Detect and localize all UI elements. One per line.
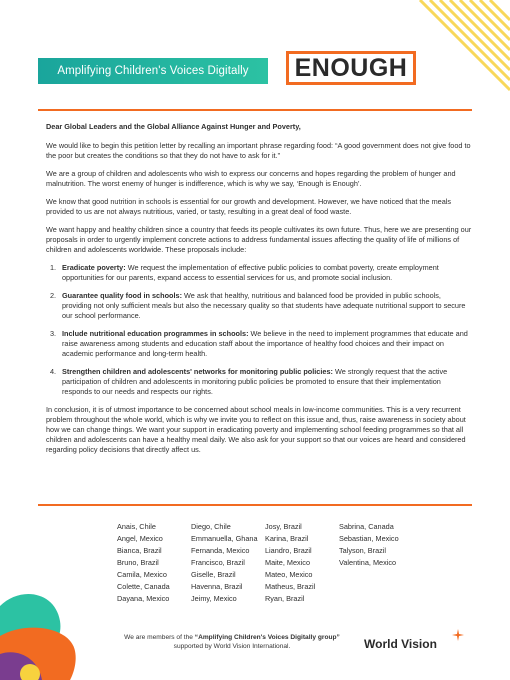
signature: Fernanda, Mexico	[191, 546, 250, 555]
proposal-text: We request the implementation of effective public policies to combat poverty, create employment opportunities for our parents, expand access to essential services for us, and promote social inclusion.	[62, 263, 439, 282]
proposal-title: Include nutritional education programmes in schools:	[62, 329, 249, 338]
signature: Liandro, Brazil	[265, 546, 312, 555]
decorative-blobs	[0, 566, 90, 680]
world-vision-logo	[364, 633, 464, 655]
signature: Mateo, Mexico	[265, 570, 313, 579]
signature: Angel, Mexico	[117, 534, 163, 543]
enough-logo: ENOUGH	[286, 51, 416, 85]
signature: Bruno, Brazil	[117, 558, 159, 567]
conclusion-paragraph: In conclusion, it is of utmost importance to be concerned about school meals in low-income communities. This is a very recurrent problem throughout the whole world, which is why we invite you to reflect on this issue and, thus, raise awareness in society about how we can change things. We want your support in eradicating poverty and implementing school feeding programmes so that all children and adolescents can have a healthy meal daily. We also ask for your support so that our voices are heard and considered regarding policy decisions that directly affect us.	[46, 405, 466, 454]
proposal-number: 2.	[50, 291, 57, 300]
signature: Josy, Brazil	[265, 522, 302, 531]
proposal-title: Strengthen children and adolescents' networks for monitoring public policies:	[62, 367, 333, 376]
footer-line-1	[112, 633, 352, 642]
signature: Bianca, Brazil	[117, 546, 162, 555]
proposal-text: We ask that healthy, nutritious and balanced food be provided in public schools, providing not only sufficient meals but also the necessary quality so that students have adequate nutritional support to secure our school performance.	[62, 291, 466, 320]
campaign-banner: Amplifying Children's Voices Digitally	[38, 58, 268, 84]
signature: Camila, Mexico	[117, 570, 167, 579]
paragraph: We are a group of children and adolescents who wish to express our concerns and hopes regarding the problem of hunger and malnutrition. The worst enemy of hunger is indifference, which is why we say, ‘Enough is Enough’.	[46, 169, 456, 188]
proposal-number: 3.	[50, 329, 57, 338]
signature: Sebastian, Mexico	[339, 534, 399, 543]
signature: Dayana, Mexico	[117, 594, 170, 603]
proposal-item	[46, 329, 472, 359]
signature: Diego, Chile	[191, 522, 231, 531]
signature: Talyson, Brazil	[339, 546, 387, 555]
proposals-list	[46, 263, 472, 397]
signature-column	[339, 521, 429, 605]
footer-note	[112, 633, 352, 651]
letter-body	[46, 122, 472, 463]
signature-column	[117, 521, 191, 605]
signature: Karina, Brazil	[265, 534, 309, 543]
signature: Matheus, Brazil	[265, 582, 316, 591]
proposal-item	[46, 291, 472, 321]
signature-divider	[38, 504, 472, 506]
proposal-number: 4.	[50, 367, 57, 376]
paragraph: We know that good nutrition in schools is essential for our growth and development. However, we have noticed that the meals provided to us are not always nutritious, varied, or tasty, resulting in a great deal of food waste.	[46, 197, 452, 216]
signature: Sabrina, Canada	[339, 522, 394, 531]
proposal-text: We strongly request that the active participation of children and adolescents in monitoring public policies be promoted to ensure that their implementation responds to our needs and respects our rights.	[62, 367, 448, 396]
signature: Ryan, Brazil	[265, 594, 305, 603]
signature: Emmanuella, Ghana	[191, 534, 258, 543]
signature: Maite, Mexico	[265, 558, 311, 567]
proposal-number: 1.	[50, 263, 57, 272]
salutation: Dear Global Leaders and the Global Alliance Against Hunger and Poverty,	[46, 122, 301, 131]
footer-group-name: “Amplifying Children's Voices Digitally group”	[194, 634, 340, 641]
paragraph: We would like to begin this petition letter by recalling an important phrase regarding food: “A good government does not give food to the poor but creates the conditions so that they do not have to ask for it.”	[46, 141, 471, 160]
header-divider	[38, 109, 472, 111]
signature: Jeimy, Mexico	[191, 594, 237, 603]
signature-column	[265, 521, 339, 605]
signature-list	[117, 521, 437, 605]
signature-column	[191, 521, 265, 605]
paragraph: We want happy and healthy children since a country that feeds its people cultivates its own future. Thus, here we are presenting our proposals in order to urgently implement concrete actions to address fundamental issues affecting the quality of life of millions of children and adolescents worldwide. These proposals include:	[46, 225, 472, 254]
signature: Valentina, Mexico	[339, 558, 397, 567]
footer-line-1-prefix: We are members of the	[124, 634, 195, 641]
proposal-item	[46, 263, 472, 283]
signature: Anais, Chile	[117, 522, 156, 531]
signature: Francisco, Brazil	[191, 558, 245, 567]
footer-line-2: supported by World Vision International.	[173, 643, 291, 650]
proposal-title: Eradicate poverty:	[62, 263, 126, 272]
signature: Giselle, Brazil	[191, 570, 236, 579]
signature: Colette, Canada	[117, 582, 170, 591]
proposal-text: We believe in the need to implement programmes that educate and raise awareness among students and education staff about the importance of healthy food choices and their impact on academic performance and long-term health.	[62, 329, 468, 358]
signature: Havenna, Brazil	[191, 582, 243, 591]
proposal-title: Guarantee quality food in schools:	[62, 291, 183, 300]
world-vision-logo-text: World Vision	[364, 637, 437, 651]
decorative-stripes	[400, 0, 510, 110]
star-icon	[452, 629, 464, 641]
proposal-item	[46, 367, 472, 397]
